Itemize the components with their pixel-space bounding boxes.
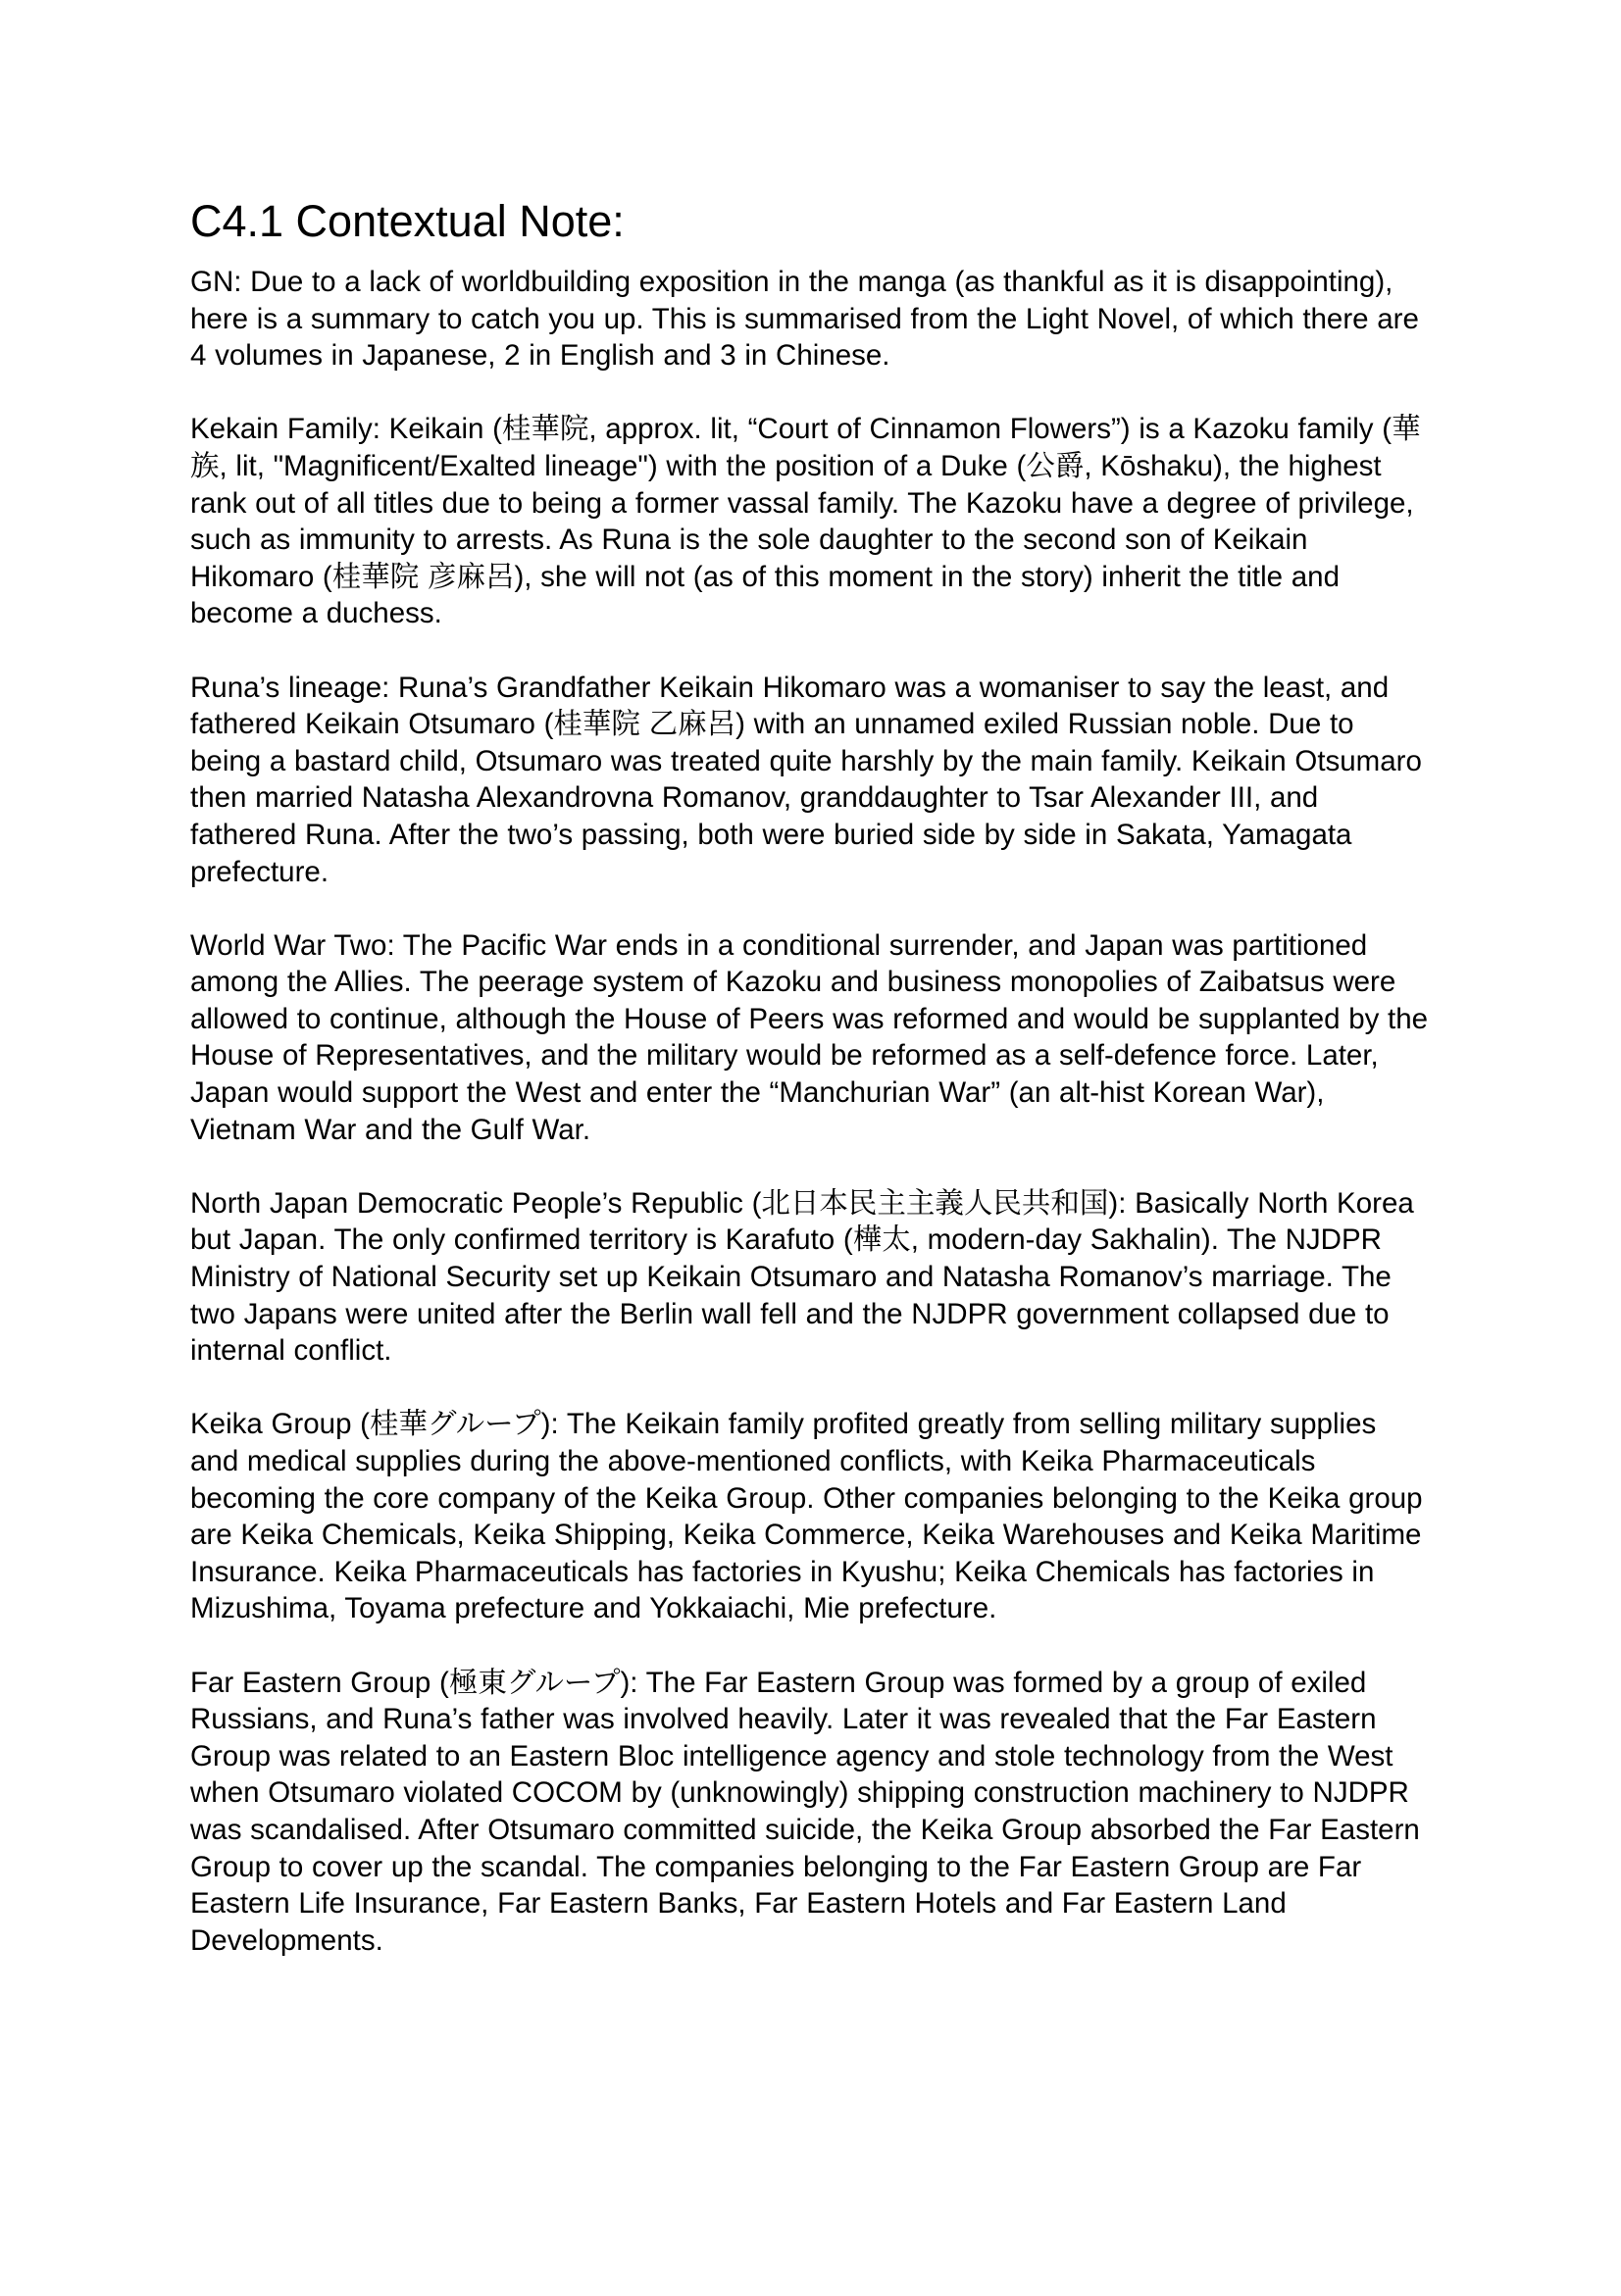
document-content [190, 196, 1431, 1996]
paragraph: Far Eastern Group (極東グループ): The Far Eastern Group was formed by a group of exiled Russians, and Runa’s father was involved heavily. Later it was revealed that the Far Eastern Group was related to an Eastern Bloc intelligence agency and stole technology from the West when Otsumaro violated COCOM by (unknowingly) shipping construction machinery to NJDPR was scandalised. After Otsumaro committed suicide, the Keika Group absorbed the Far Eastern Group to cover up the scandal. The companies belonging to the Far Eastern Group are Far Eastern Life Insurance, Far Eastern Banks, Far Eastern Hotels and Far Eastern Land Developments. [190, 1666, 1420, 1957]
paragraph: Keika Group (桂華グループ): The Keikain family profited greatly from selling military supplies and medical supplies during the above-mentioned conflicts, with Keika Pharmaceuticals becoming the core company of the Keika Group. Other companies belonging to the Keika group are Keika Chemicals, Keika Shipping, Keika Commerce, Keika Warehouses and Keika Maritime Insurance. Keika Pharmaceuticals has factories in Kyushu; Keika Chemicals has factories in Mizushima, Toyama prefecture and Yokkaiachi, Mie prefecture. [190, 1408, 1423, 1625]
paragraph: North Japan Democratic People’s Republic (北日本民主主義人民共和国): Basically North Korea but Japan. The only confirmed territory is Karafuto (樺太, modern-day Sakhalin). The NJDPR Ministry of National Security set up Keikain Otsumaro and Natasha Romanov’s marriage. The two Japans were united after the Berlin wall fell and the NJDPR government collapsed due to internal conflict. [190, 1186, 1414, 1368]
paragraph: GN: Due to a lack of worldbuilding exposition in the manga (as thankful as it is disappointing), here is a summary to catch you up. This is summarised from the Light Novel, of which there are 4 volumes in Japanese, 2 in English and 3 in Chinese. [190, 266, 1419, 373]
paragraph: World War Two: The Pacific War ends in a conditional surrender, and Japan was partitioned among the Allies. The peerage system of Kazoku and business monopolies of Zaibatsus were allowed to continue, although the House of Peers was reformed and would be supplanted by the House of Representatives, and the military would be reformed as a self-defence force. Later, Japan would support the West and enter the “Manchurian War” (an alt-hist Korean War), Vietnam War and the Gulf War. [190, 928, 1429, 1146]
paragraph: Kekain Family: Keikain (桂華院, approx. lit, “Court of Cinnamon Flowers”) is a Kazoku family (華族, lit, "Magnificent/Exalted lineage") with the position of a Duke (公爵, Kōshaku), the highest rank out of all titles due to being a former vassal family. The Kazoku have a degree of privilege, such as immunity to arrests. As Runa is the sole daughter to the second son of Keikain Hikomaro (桂華院 彦麻呂), she will not (as of this moment in the story) inherit the title and become a duchess. [190, 413, 1421, 630]
paragraph: Runa’s lineage: Runa’s Grandfather Keikain Hikomaro was a womaniser to say the least, and fathered Keikain Otsumaro (桂華院 乙麻呂) with an unnamed exiled Russian noble. Due to being a bastard child, Otsumaro was treated quite harshly by the main family. Keikain Otsumaro then married Natasha Alexandrovna Romanov, granddaughter to Tsar Alexander III, and fathered Runa. After the two’s passing, both were buried side by side in Sakata, Yamagata prefecture. [190, 671, 1422, 888]
document-body [190, 264, 1431, 1959]
page-title: C4.1 Contextual Note: [190, 196, 625, 246]
